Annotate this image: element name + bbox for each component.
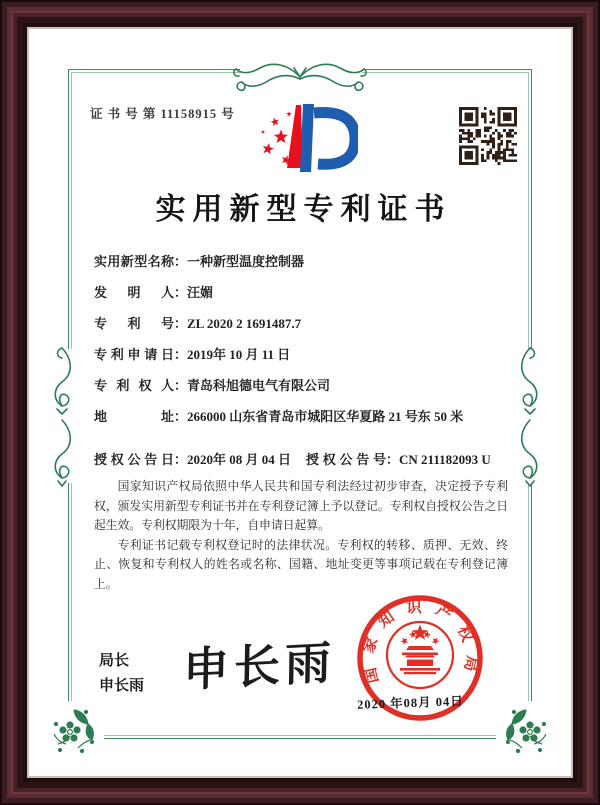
grant-date-pair	[94, 449, 306, 468]
qr-code	[459, 107, 517, 165]
field-value: 266000 山东省青岛市城阳区华夏路 21 号东 50 米	[187, 409, 464, 424]
colon: ：	[174, 409, 188, 424]
colon: ：	[174, 254, 188, 269]
field-label: 专利号	[94, 316, 174, 331]
field-label: 授权公告日	[94, 452, 174, 467]
director-block	[99, 648, 144, 698]
field-row-inventor	[94, 282, 510, 313]
left-swirl-ornament	[44, 344, 80, 490]
seal-date: 2020 年08月 04日	[356, 694, 465, 712]
field-label: 发明人	[94, 285, 174, 300]
colon: ：	[174, 316, 188, 331]
field-value: 2020年 08 月 04 日	[187, 452, 292, 467]
field-value: 青岛科旭德电气有限公司	[187, 378, 331, 393]
field-value: CN 211182093 U	[399, 452, 491, 467]
field-row-address	[94, 406, 510, 437]
field-row-patent-no	[94, 313, 510, 344]
certificate-title: 实用新型专利证书	[155, 193, 452, 226]
right-swirl-ornament	[512, 344, 548, 490]
colon: ：	[386, 452, 400, 467]
field-label: 授权公告号	[306, 452, 386, 467]
director-title: 局长	[99, 652, 130, 669]
legal-body-text	[94, 477, 508, 594]
field-row-filing-date	[94, 344, 510, 375]
field-label: 实用新型名称	[94, 254, 174, 269]
field-label: 专利权人	[94, 378, 174, 393]
field-value: 2019年 10 月 11 日	[187, 347, 291, 362]
bottom-right-floral-ornament	[500, 704, 552, 756]
field-value: 汪媚	[187, 285, 214, 300]
field-value: ZL 2020 2 1691487.7	[187, 316, 302, 331]
certificate-fields	[94, 251, 510, 437]
colon: ：	[174, 452, 188, 467]
body-paragraph-2: 专利证书记载专利权登记时的法律状况。专利权的转移、质押、无效、终止、恢复和专利权人的姓名或名称、国籍、地址变更等事项记载在专利登记簿上。	[94, 537, 508, 591]
colon: ：	[174, 347, 188, 362]
cnipa-patent-logo-icon	[258, 100, 358, 188]
seal-ring-text: 国家知识产权局	[359, 599, 481, 685]
field-row-name	[94, 251, 510, 282]
field-value: 一种新型温度控制器	[187, 254, 305, 269]
certificate-number: 证 书 号 第 11158915 号	[90, 107, 235, 121]
bottom-left-floral-ornament	[48, 704, 100, 756]
grant-no-pair	[306, 449, 491, 468]
body-paragraph-1: 国家知识产权局依照中华人民共和国专利法经过初步审查，决定授予专利权，颁发实用新型专利证书并在专利登记簿上予以登记。专利权自授权公告之日起生效。专利权期限为十年，自申请日起算。	[94, 479, 508, 532]
seal-emblem-gate	[400, 646, 440, 674]
grant-row	[94, 449, 510, 468]
field-label: 地址	[94, 409, 174, 424]
colon: ：	[174, 285, 188, 300]
director-signature: 申长雨	[182, 636, 337, 697]
director-name: 申长雨	[99, 677, 145, 694]
top-flourish-ornament	[232, 56, 368, 98]
colon: ：	[174, 378, 188, 393]
field-label: 专利申请日	[94, 347, 174, 362]
field-row-patentee	[94, 375, 510, 406]
